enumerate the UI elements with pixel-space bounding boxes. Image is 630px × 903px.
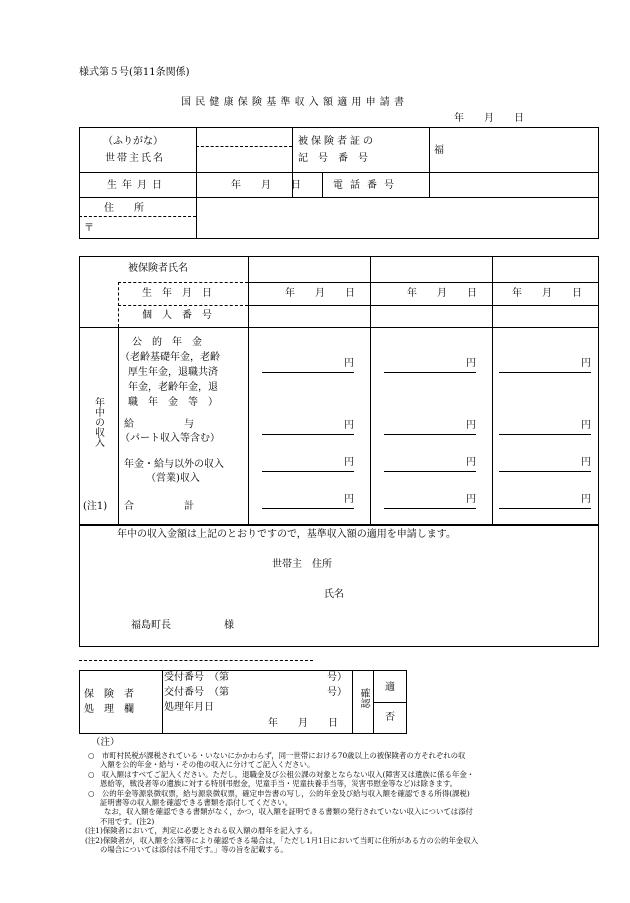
declaration-text: 年中の収入金額は上記のとおりですので，基準収入額の適用を申請します。	[117, 529, 456, 540]
cut-line	[79, 660, 313, 661]
pension-amount-field-3[interactable]	[499, 358, 591, 373]
yen-unit: 円	[466, 358, 476, 369]
yen-unit: 円	[344, 420, 354, 431]
yen-unit: 円	[581, 420, 591, 431]
yen-unit: 円	[466, 420, 476, 431]
insured-birthdate-2[interactable]: 年 月 日	[407, 288, 477, 299]
birthdate-value[interactable]: 年 月 日	[231, 180, 301, 191]
delivery-number-label: 交付番号 （第	[164, 687, 229, 698]
address-label: 住 所	[104, 203, 144, 214]
salary-label: 給 与 （パート収入等含む）	[120, 419, 220, 444]
yen-unit: 円	[581, 494, 591, 505]
postal-mark: 〒	[84, 223, 94, 234]
personal-number-field-3[interactable]	[494, 307, 597, 325]
yen-unit: 円	[344, 494, 354, 505]
confirm-label: 確認	[358, 688, 369, 708]
total-label: 合 計	[124, 501, 194, 512]
birthdate-label: 生年月日	[107, 180, 167, 191]
pension-amount-field-2[interactable]	[384, 358, 476, 373]
processing-date-label: 処理年月日	[164, 702, 214, 713]
pension-label: 公 的 年 金 （老齢基礎年金，老齢 厚生年金，退職共済 年金，老齢年金，退 職 年 金 等 ）	[120, 337, 220, 408]
other-income-label: 年金・給与以外の収入 （営業)収入	[124, 459, 224, 484]
pension-amount-field-1[interactable]	[262, 358, 354, 373]
householder-address-label: 世帯主 住所	[272, 559, 332, 570]
insurance-card-label: 被保険者証の	[298, 136, 376, 147]
notes-header: （注）	[91, 737, 120, 748]
furigana-field[interactable]	[198, 129, 290, 145]
processing-date-value: 年 月 日	[268, 718, 338, 729]
total-amount-field-1[interactable]	[262, 494, 354, 509]
note-item: ○ 収入額はすべてご記入ください。ただし，退職金及び公租公課の対象とならない収入(障害又は遺族に係る年金・ 恩給等，戦没者等の遺族に対する特別弔慰金，児童手当・児童扶養手当等，災害弔慰金等など)は除きます。	[88, 769, 475, 789]
phone-field[interactable]	[431, 174, 597, 195]
yen-unit: 円	[344, 457, 354, 468]
yen-unit: 円	[581, 358, 591, 369]
signature-name-label: 氏名	[324, 589, 344, 600]
total-amount-field-2[interactable]	[384, 494, 476, 509]
insured-birthdate-1[interactable]: 年 月 日	[285, 288, 355, 299]
personal-number-field-2[interactable]	[372, 307, 490, 325]
tekiyo-option[interactable]: 適	[385, 682, 395, 693]
yen-unit: 円	[466, 494, 476, 505]
householder-address-field[interactable]	[360, 556, 590, 574]
note-item: ○ 公的年金等源泉徴収票，給与源泉徴収票，確定申告書の写し，公的年金及び給与収入額を確認できる所得(課税) 証明書等の収入額を確認できる書類を添付してください。 なお，収入額を確認できる書類がなく，かつ，収入額を証明できる書類の発行されていない収入については添付 不用です。(注2)	[88, 788, 473, 826]
other-income-amount-field-3[interactable]	[499, 457, 591, 472]
insurance-card-label-2: 記 号 番 号	[298, 153, 368, 164]
hi-option[interactable]: 否	[385, 712, 395, 723]
receipt-number-label: 受付番号 （第	[164, 672, 229, 683]
other-income-amount-field-1[interactable]	[262, 457, 354, 472]
householder-name-field[interactable]	[198, 148, 290, 170]
insured-name-label: 被保険者氏名	[128, 263, 188, 274]
total-amount-field-3[interactable]	[499, 494, 591, 509]
office-label-2: 処 理 欄	[84, 704, 134, 715]
salary-amount-field-3[interactable]	[499, 420, 591, 435]
note-item: (注1)保険者において，判定に必要とされる収入額の暦年を記入する。	[85, 826, 318, 836]
note-item: (注2)保険者が，収入額を公簿等により確認できる場合は，「ただし1月1日において当町に住所がある方の公的年金収入 の場合については添付は不用です。」等の旨を記載する。	[85, 835, 479, 855]
salary-amount-field-1[interactable]	[262, 420, 354, 435]
receipt-gou: 号）	[327, 672, 347, 683]
page-title: 国民健康保険基準収入額適用申請書	[181, 97, 409, 108]
mayor-label: 福島町長	[131, 620, 171, 631]
signature-name-field[interactable]	[352, 586, 590, 604]
insured-name-field-2[interactable]	[372, 258, 490, 280]
form-number: 様式第５号(第11条関係)	[79, 67, 190, 78]
yen-unit: 円	[466, 457, 476, 468]
other-income-amount-field-2[interactable]	[384, 457, 476, 472]
note-item: ○ 市町村民税が課税されている・いないにかかわらず，同一世帯における70歳以上の被保険者の方それぞれの収 入額を公的年金・給与・その他の収入に分けてご記入ください。	[88, 751, 466, 770]
note1-marker: (注1)	[83, 501, 108, 512]
personal-number-field-1[interactable]	[250, 307, 368, 325]
insured-name-field-1[interactable]	[250, 258, 368, 280]
office-label-1: 保 険 者	[84, 689, 134, 700]
address-field[interactable]	[198, 199, 596, 237]
notes-list	[85, 751, 613, 855]
insured-birthdate-3[interactable]: 年 月 日	[512, 288, 582, 299]
yen-unit: 円	[344, 358, 354, 369]
fuku-prefix: 福	[434, 145, 444, 156]
insured-name-field-3[interactable]	[494, 258, 597, 280]
salary-amount-field-2[interactable]	[384, 420, 476, 435]
phone-label: 電話番号	[333, 180, 401, 191]
householder-name-label: 世帯主氏名	[105, 153, 165, 164]
date-line: 年 月 日	[454, 113, 524, 124]
delivery-gou: 号）	[327, 687, 347, 698]
sama-label: 様	[224, 620, 234, 631]
personal-number-label: 個 人 番 号	[142, 310, 212, 321]
insurance-card-number-field[interactable]	[450, 130, 596, 170]
furigana-label: （ふりがな）	[103, 136, 163, 147]
yen-unit: 円	[581, 457, 591, 468]
annual-income-label: 年中の収入	[92, 397, 104, 447]
insured-birthdate-label: 生 年 月 日	[142, 288, 212, 299]
